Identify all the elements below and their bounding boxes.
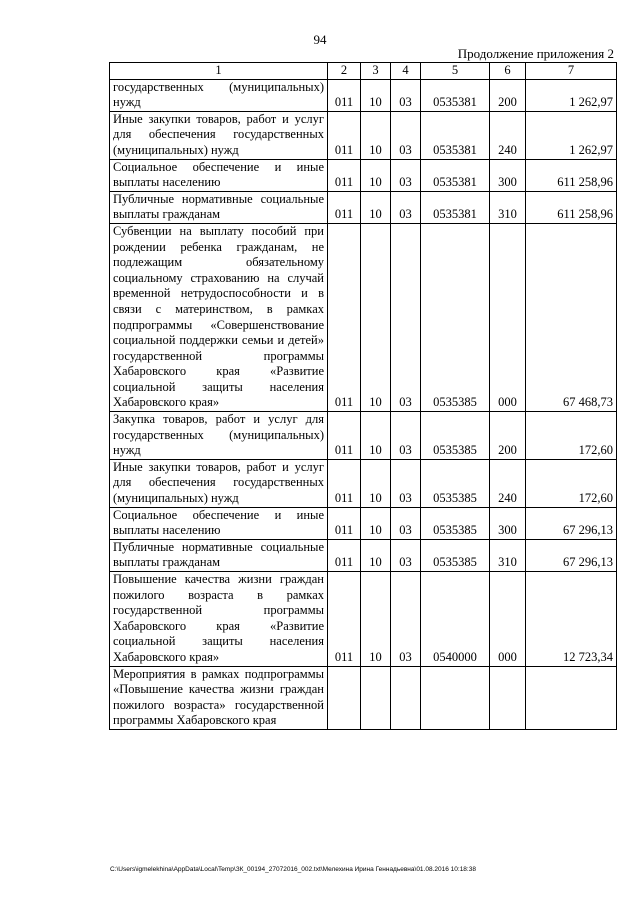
cell-target-article: 0535385 <box>421 539 490 571</box>
cell-section: 10 <box>361 459 391 507</box>
cell-amount: 611 258,96 <box>526 191 617 223</box>
cell-subsection: 03 <box>391 412 421 460</box>
continuation-label: Продолжение приложения 2 <box>457 46 614 61</box>
table-row <box>110 666 617 729</box>
page-number: 94 <box>313 32 327 47</box>
row-description: Социальное обеспечение и иные выплаты населению <box>110 159 328 191</box>
cell-expense-type: 000 <box>490 223 526 411</box>
table-row <box>110 412 617 460</box>
cell-expense-type: 240 <box>490 459 526 507</box>
table-row <box>110 572 617 667</box>
cell-section: 10 <box>361 111 391 159</box>
cell-amount: 611 258,96 <box>526 159 617 191</box>
cell-subsection: 03 <box>391 459 421 507</box>
row-description: Закупка товаров, работ и услуг для государственных (муниципальных) нужд <box>110 412 328 460</box>
cell-target-article: 0540000 <box>421 572 490 667</box>
cell-target-article: 0535385 <box>421 459 490 507</box>
cell-section: 10 <box>361 223 391 411</box>
row-description: Социальное обеспечение и иные выплаты населению <box>110 507 328 539</box>
row-description: Повышение качества жизни граждан пожилого возраста в рамках государственной программы Хабаровского края «Развитие социальной защиты населения Хабаровского края» <box>110 572 328 667</box>
column-header: 2 <box>328 63 361 80</box>
cell-expense-type: 300 <box>490 159 526 191</box>
cell-target-article: 0535381 <box>421 191 490 223</box>
cell-ministry-code: 011 <box>328 159 361 191</box>
cell-amount: 1 262,97 <box>526 111 617 159</box>
cell-ministry-code: 011 <box>328 412 361 460</box>
cell-subsection: 03 <box>391 539 421 571</box>
cell-expense-type: 200 <box>490 412 526 460</box>
cell-subsection: 03 <box>391 159 421 191</box>
column-header: 3 <box>361 63 391 80</box>
footer-file-path: C:\Users\igmelekhina\AppData\Local\Temp\ЗК_00194_27072016_002.txt\Мелехина Ирина Геннадьевна\01.08.2016 10:18:38 <box>110 866 476 873</box>
cell-section: 10 <box>361 191 391 223</box>
table-row <box>110 159 617 191</box>
cell-expense-type <box>490 666 526 729</box>
column-header: 7 <box>526 63 617 80</box>
cell-expense-type: 000 <box>490 572 526 667</box>
table-row <box>110 223 617 411</box>
cell-ministry-code <box>328 666 361 729</box>
cell-subsection: 03 <box>391 79 421 111</box>
cell-target-article: 0535385 <box>421 507 490 539</box>
table-row <box>110 459 617 507</box>
cell-ministry-code: 011 <box>328 459 361 507</box>
cell-section: 10 <box>361 507 391 539</box>
cell-amount: 67 296,13 <box>526 539 617 571</box>
cell-ministry-code: 011 <box>328 223 361 411</box>
column-header: 6 <box>490 63 526 80</box>
row-description: Мероприятия в рамках подпрограммы «Повышение качества жизни граждан пожилого возраста» государственной программы Хабаровского края <box>110 666 328 729</box>
cell-subsection <box>391 666 421 729</box>
cell-ministry-code: 011 <box>328 191 361 223</box>
cell-ministry-code: 011 <box>328 79 361 111</box>
cell-target-article: 0535381 <box>421 79 490 111</box>
table-row <box>110 191 617 223</box>
cell-subsection: 03 <box>391 572 421 667</box>
budget-table <box>109 62 617 730</box>
cell-amount: 67 296,13 <box>526 507 617 539</box>
cell-expense-type: 240 <box>490 111 526 159</box>
cell-ministry-code: 011 <box>328 507 361 539</box>
row-description: Публичные нормативные социальные выплаты гражданам <box>110 191 328 223</box>
cell-expense-type: 310 <box>490 539 526 571</box>
table-row <box>110 539 617 571</box>
cell-expense-type: 200 <box>490 79 526 111</box>
table-row <box>110 507 617 539</box>
row-description: Иные закупки товаров, работ и услуг для обеспечения государственных (муниципальных) нужд <box>110 111 328 159</box>
table-header-row <box>110 63 617 80</box>
cell-target-article: 0535381 <box>421 159 490 191</box>
cell-target-article <box>421 666 490 729</box>
cell-ministry-code: 011 <box>328 572 361 667</box>
cell-ministry-code: 011 <box>328 111 361 159</box>
column-header: 5 <box>421 63 490 80</box>
cell-section: 10 <box>361 79 391 111</box>
row-description: государственных (муниципальных) нужд <box>110 79 328 111</box>
cell-amount: 172,60 <box>526 459 617 507</box>
cell-subsection: 03 <box>391 507 421 539</box>
cell-section: 10 <box>361 159 391 191</box>
cell-expense-type: 310 <box>490 191 526 223</box>
column-header: 1 <box>110 63 328 80</box>
cell-section: 10 <box>361 412 391 460</box>
cell-amount <box>526 666 617 729</box>
cell-target-article: 0535385 <box>421 412 490 460</box>
cell-amount: 12 723,34 <box>526 572 617 667</box>
cell-amount: 1 262,97 <box>526 79 617 111</box>
cell-target-article: 0535385 <box>421 223 490 411</box>
table-row <box>110 79 617 111</box>
cell-amount: 67 468,73 <box>526 223 617 411</box>
cell-subsection: 03 <box>391 111 421 159</box>
row-description: Публичные нормативные социальные выплаты гражданам <box>110 539 328 571</box>
cell-target-article: 0535381 <box>421 111 490 159</box>
cell-subsection: 03 <box>391 223 421 411</box>
cell-section: 10 <box>361 572 391 667</box>
cell-expense-type: 300 <box>490 507 526 539</box>
cell-ministry-code: 011 <box>328 539 361 571</box>
cell-section <box>361 666 391 729</box>
row-description: Иные закупки товаров, работ и услуг для обеспечения государственных (муниципальных) нужд <box>110 459 328 507</box>
column-header: 4 <box>391 63 421 80</box>
cell-section: 10 <box>361 539 391 571</box>
cell-amount: 172,60 <box>526 412 617 460</box>
cell-subsection: 03 <box>391 191 421 223</box>
table-row <box>110 111 617 159</box>
row-description: Субвенции на выплату пособий при рождении ребенка гражданам, не подлежащим обязательному социальному страхованию на случай временной нетрудоспособности и в связи с материнством, в рамках подпрограммы «Совершенствование социальной поддержки семьи и детей» государственной программы Хабаровского края «Развитие социальной защиты населения Хабаровского края» <box>110 223 328 411</box>
